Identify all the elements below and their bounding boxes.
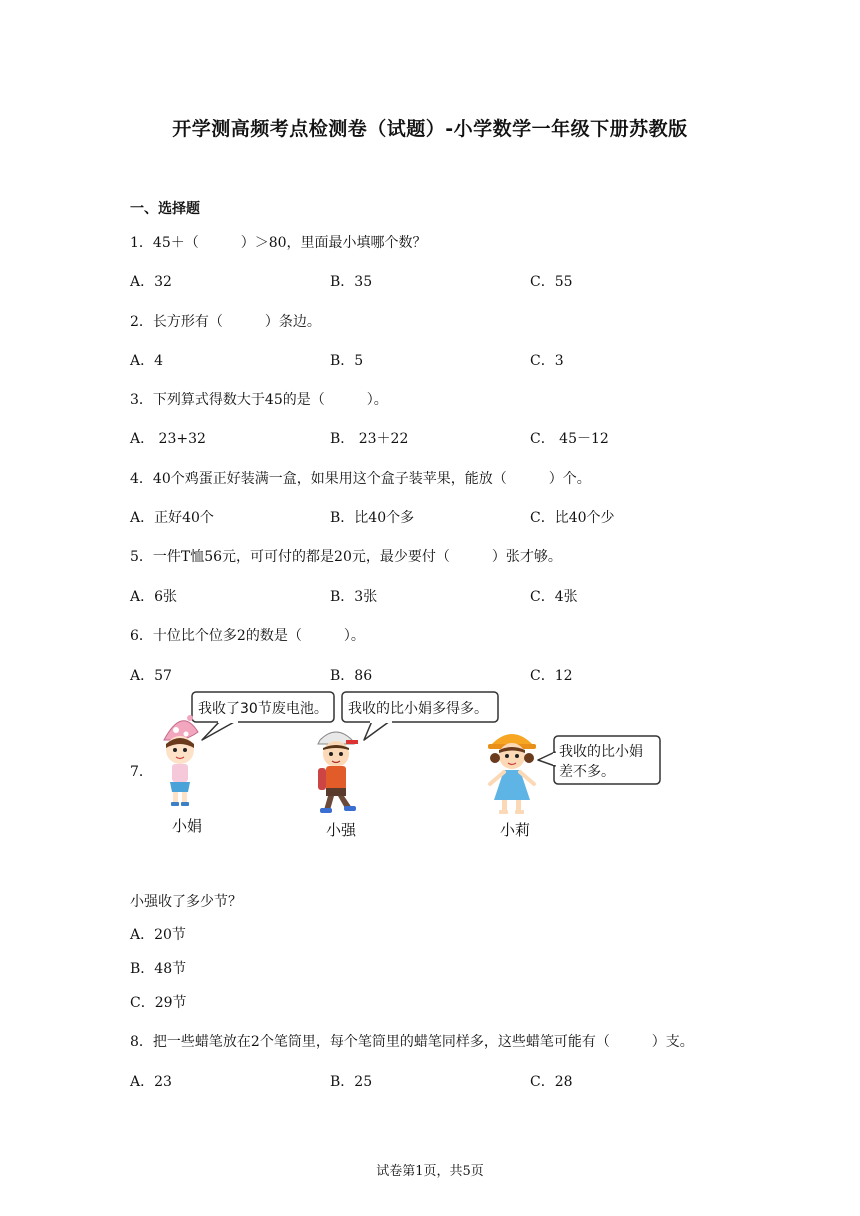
bubble-text-xiaoli-line1: 我收的比小娟 <box>559 744 643 760</box>
question-7-option-c[interactable]: C．29节 <box>130 995 187 1011</box>
name-xiaoli: 小莉 <box>500 821 531 839</box>
question-7-option-b[interactable]: B．48节 <box>130 961 187 977</box>
bubble-text-xiaoli-line2: 差不多。 <box>559 764 615 780</box>
question-6-option-b[interactable]: B．86 <box>330 668 373 684</box>
section-heading: 一、选择题 <box>130 201 200 217</box>
question-8-option-c[interactable]: C．28 <box>530 1074 573 1090</box>
question-6-option-a[interactable]: A．57 <box>130 668 172 684</box>
question-2-option-c[interactable]: C．3 <box>530 353 564 369</box>
question-4-option-a[interactable]: A．正好40个 <box>130 510 214 526</box>
speech-bubble-xiaoli <box>538 736 660 784</box>
question-5-stem: 5．一件T恤56元，可可付的都是20元，最少要付（ ）张才够。 <box>130 549 562 565</box>
question-1-stem: 1．45＋（ ）＞80，里面最小填哪个数？ <box>130 235 427 251</box>
question-6-stem: 6．十位比个位多2的数是（ ）。 <box>130 628 365 644</box>
question-5-option-a[interactable]: A．6张 <box>130 589 178 605</box>
speech-bubble-xiaojuan <box>192 692 334 740</box>
speech-bubble-xiaoqiang <box>342 692 498 740</box>
question-7-illustration <box>150 688 670 848</box>
question-8-stem: 8．把一些蜡笔放在2个笔筒里，每个笔筒里的蜡笔同样多，这些蜡笔可能有（ ）支。 <box>130 1034 694 1050</box>
question-5-option-c[interactable]: C．4张 <box>530 589 578 605</box>
question-8-option-a[interactable]: A．23 <box>130 1074 172 1090</box>
question-7-option-a[interactable]: A．20节 <box>130 927 186 943</box>
page-footer: 试卷第1页，共5页 <box>376 1164 484 1179</box>
question-1-option-a[interactable]: A．32 <box>130 274 172 290</box>
name-xiaojuan: 小娟 <box>172 817 203 835</box>
page-title: 开学测高频考点检测卷（试题）-小学数学一年级下册苏教版 <box>172 118 688 140</box>
question-4-option-b[interactable]: B．比40个多 <box>330 510 415 526</box>
boy-xiaoqiang-figure <box>318 732 358 813</box>
bubble-text-xiaoqiang: 我收的比小娟多得多。 <box>348 701 488 717</box>
question-2-option-a[interactable]: A．4 <box>130 353 164 369</box>
question-3-option-b[interactable]: B． 23＋22 <box>330 431 409 447</box>
question-3-option-c[interactable]: C． 45－12 <box>530 431 609 447</box>
question-1-option-b[interactable]: B．35 <box>330 274 373 290</box>
question-4-stem: 4．40个鸡蛋正好装满一盒，如果用这个盒子装苹果，能放（ ）个。 <box>130 471 591 487</box>
girl-xiaojuan-figure <box>164 715 198 806</box>
girl-xiaoli-figure <box>488 734 536 814</box>
question-6-option-c[interactable]: C．12 <box>530 668 573 684</box>
question-4-option-c[interactable]: C．比40个少 <box>530 510 615 526</box>
bubble-text-xiaojuan: 我收了30节废电池。 <box>198 701 328 717</box>
question-2-stem: 2．长方形有（ ）条边。 <box>130 314 321 330</box>
question-7-stem: 小强收了多少节？ <box>130 894 242 910</box>
question-5-option-b[interactable]: B．3张 <box>330 589 378 605</box>
question-3-option-a[interactable]: A． 23+32 <box>130 431 206 447</box>
question-2-option-b[interactable]: B．5 <box>330 353 364 369</box>
question-1-option-c[interactable]: C．55 <box>530 274 573 290</box>
question-7-number: 7． <box>130 764 153 780</box>
question-3-stem: 3．下列算式得数大于45的是（ ）。 <box>130 392 388 408</box>
question-8-option-b[interactable]: B．25 <box>330 1074 373 1090</box>
name-xiaoqiang: 小强 <box>326 821 357 839</box>
